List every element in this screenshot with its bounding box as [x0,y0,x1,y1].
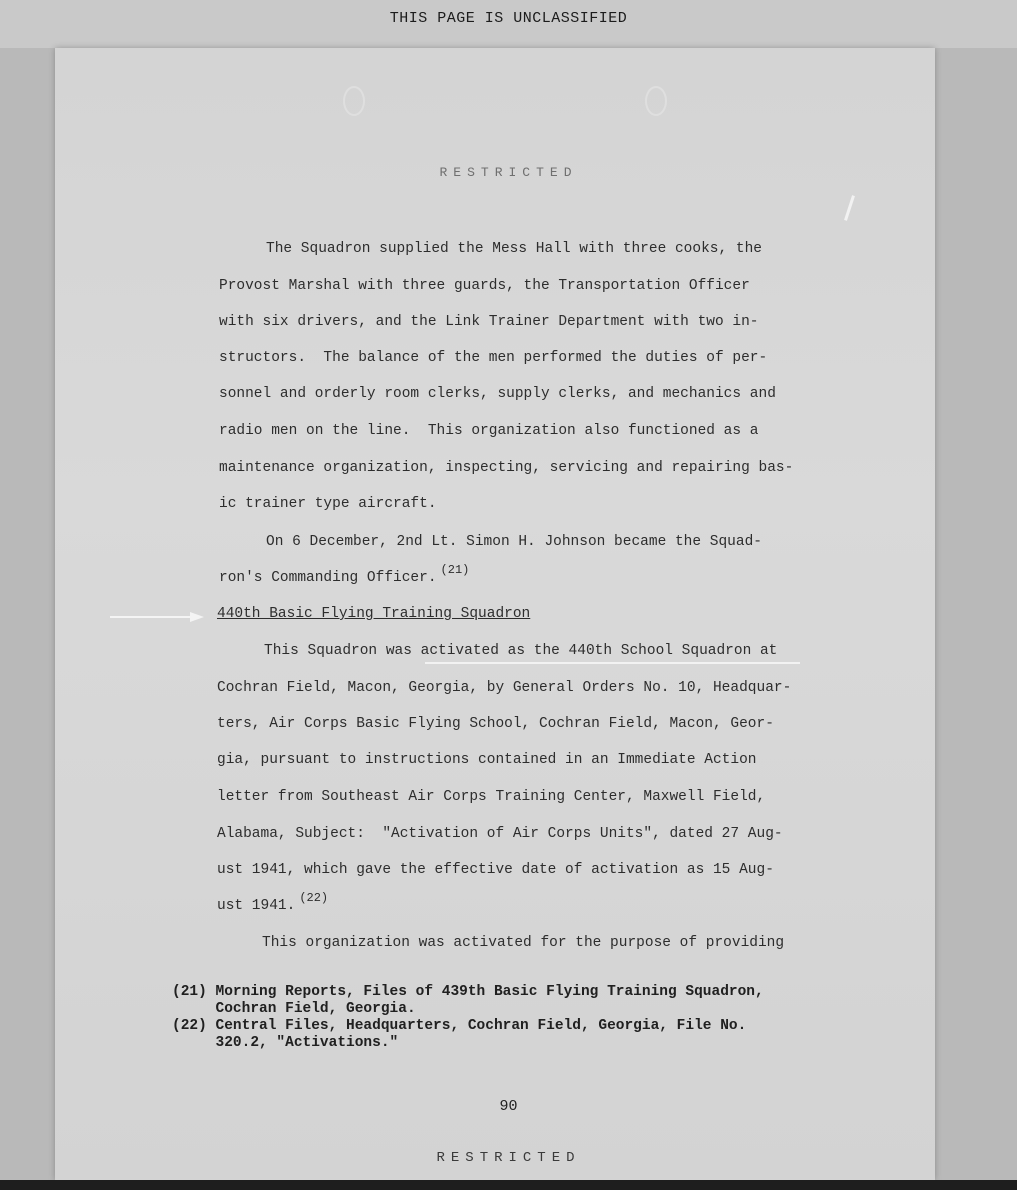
footnote-line: Cochran Field, Georgia. [172,1001,416,1017]
body-line: The Squadron supplied the Mess Hall with three cooks, the [266,241,762,257]
body-line: maintenance organization, inspecting, servicing and repairing bas- [219,460,794,476]
footnote-line: 320.2, "Activations." [172,1035,399,1051]
body-line [219,563,470,586]
scan-border-bottom [0,1180,1017,1190]
body-line: ust 1941, which gave the effective date of activation as 15 Aug- [217,862,774,878]
arrow-pointer-icon [110,610,205,624]
classification-header: THIS PAGE IS UNCLASSIFIED [389,10,628,27]
body-line: ters, Air Corps Basic Flying School, Cochran Field, Macon, Geor- [217,716,774,732]
body-line [217,891,329,914]
footnote-ref-22: (22) [299,891,329,905]
body-line: This organization was activated for the purpose of providing [262,935,785,951]
footnote-line: (21) Morning Reports, Files of 439th Basic Flying Training Squadron, [172,984,764,1000]
body-line: On 6 December, 2nd Lt. Simon H. Johnson became the Squad- [266,534,762,550]
body-line: Cochran Field, Macon, Georgia, by General Orders No. 10, Headquar- [217,680,792,696]
punch-hole-left [343,86,365,116]
body-line: with six drivers, and the Link Trainer Department with two in- [219,314,759,330]
body-line: This Squadron was activated as the 440th School Squadron at [264,643,778,659]
body-line-text: ron's Commanding Officer. [219,570,437,586]
body-line: Alabama, Subject: "Activation of Air Corps Units", dated 27 Aug- [217,826,783,842]
restricted-marking-bottom: RESTRICTED [436,1150,581,1166]
body-line: letter from Southeast Air Corps Training Center, Maxwell Field, [217,789,766,805]
body-line-text: ust 1941. [217,898,296,914]
highlight-underline [425,662,800,664]
body-line: Provost Marshal with three guards, the Transportation Officer [219,278,750,294]
footnote-line: (22) Central Files, Headquarters, Cochran Field, Georgia, File No. [172,1018,747,1034]
body-line: radio men on the line. This organization also functioned as a [219,423,759,439]
restricted-marking-top: RESTRICTED [439,165,578,180]
body-line: structors. The balance of the men performed the duties of per- [219,350,768,366]
page-number: 90 [499,1098,518,1115]
punch-hole-right [645,86,667,116]
section-heading: 440th Basic Flying Training Squadron [217,606,531,622]
body-line: ic trainer type aircraft. [219,496,437,512]
footnote-ref-21: (21) [440,563,470,577]
body-line: gia, pursuant to instructions contained in an Immediate Action [217,752,757,768]
body-line: sonnel and orderly room clerks, supply clerks, and mechanics and [219,386,776,402]
